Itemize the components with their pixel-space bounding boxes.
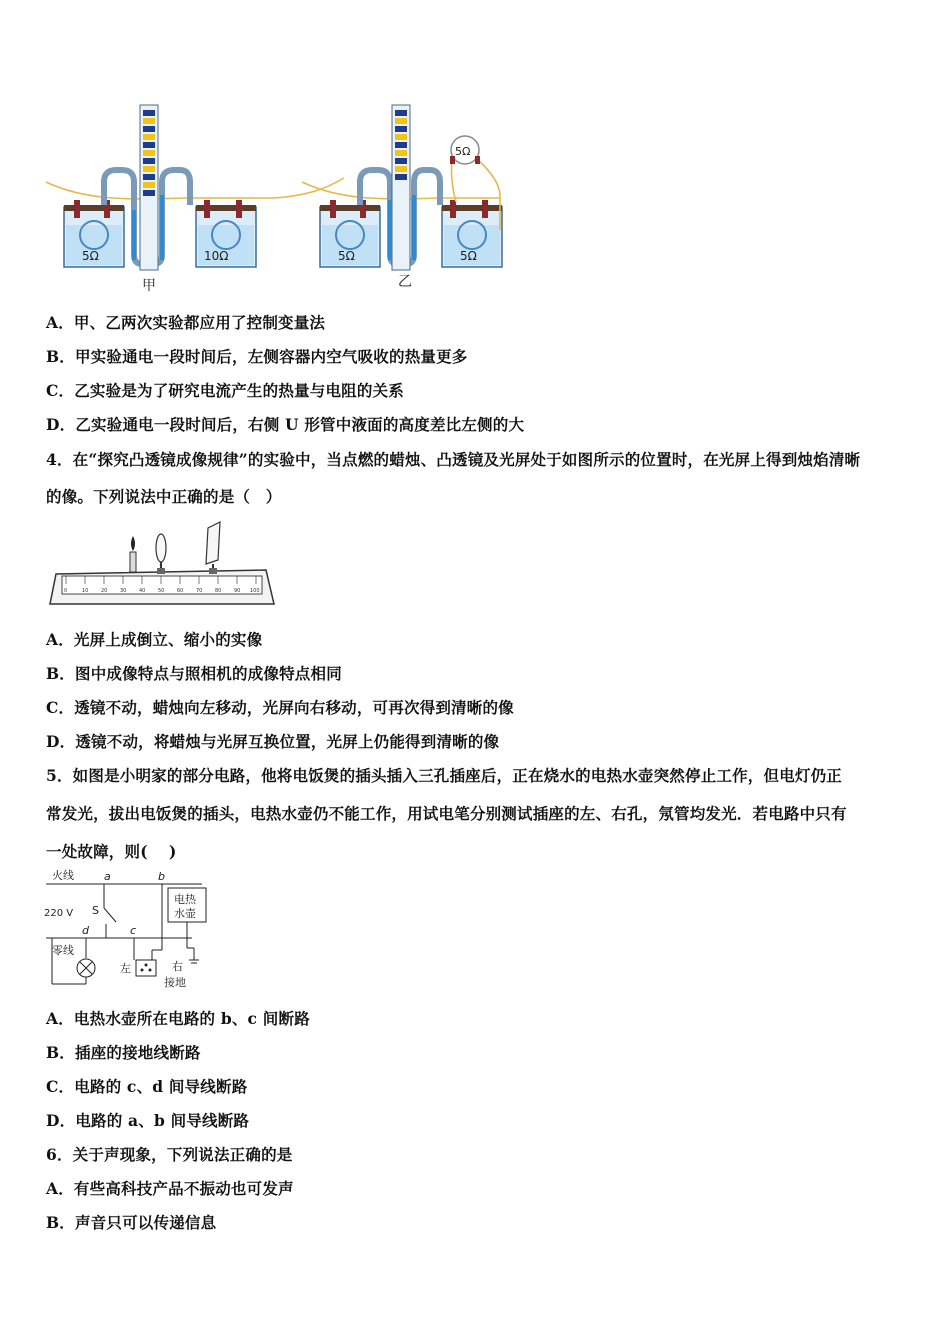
svg-text:50: 50 xyxy=(158,588,165,594)
caption-jia: 甲 xyxy=(142,278,156,294)
q5-option-a: A．电热水壶所在电路的 b、c 间断路 xyxy=(46,1009,310,1028)
kettle-label-1: 电热 xyxy=(174,893,196,906)
q5-option-b: B．插座的接地线断路 xyxy=(46,1043,201,1062)
q6-option-b: B．声音只可以传递信息 xyxy=(46,1213,217,1232)
ground-label: 接地 xyxy=(164,976,186,989)
experiment-jia xyxy=(46,105,344,294)
socket-right-label: 右 xyxy=(172,960,183,973)
q3-option-d: D．乙实验通电一段时间后，右侧 U 形管中液面的高度差比左侧的大 xyxy=(46,415,525,434)
svg-text:30: 30 xyxy=(120,588,127,594)
yi-right-resistor-label: 5Ω xyxy=(460,249,477,263)
q6-option-a: A．有些高科技产品不振动也可发声 xyxy=(46,1179,294,1198)
q4-option-a: A．光屏上成倒立、缩小的实像 xyxy=(46,630,263,649)
q5-option-d: D．电路的 a、b 间导线断路 xyxy=(46,1111,250,1130)
svg-text:90: 90 xyxy=(234,588,241,594)
experiment-yi xyxy=(302,105,502,290)
svg-text:60: 60 xyxy=(177,588,184,594)
light-screen xyxy=(206,522,220,574)
q4-stem-line1: 4．在“探究凸透镜成像规律”的实验中，当点燃的蜡烛、凸透镜及光屏处于如图所示的位置时，在光屏上得到烛焰清晰 xyxy=(46,450,861,469)
svg-text:10: 10 xyxy=(82,588,89,594)
q3-option-a: A．甲、乙两次实验都应用了控制变量法 xyxy=(46,313,326,332)
q5-stem-line1: 5．如图是小明家的部分电路，他将电饭煲的插头插入三孔插座后，正在烧水的电热水壶突然停止工作，但电灯仍正 xyxy=(46,766,842,785)
switch-label: S xyxy=(92,904,99,917)
q3-option-b: B．甲实验通电一段时间后，左侧容器内空气吸收的热量更多 xyxy=(46,347,468,366)
yi-left-resistor-label: 5Ω xyxy=(338,249,355,263)
node-c-label: c xyxy=(130,924,137,937)
neutral-wire-label: 零线 xyxy=(52,944,74,957)
q3-option-c: C．乙实验是为了研究电流产生的热量与电阻的关系 xyxy=(46,381,404,400)
live-wire-label: 火线 xyxy=(52,869,74,882)
svg-text:80: 80 xyxy=(215,588,222,594)
caption-yi: 乙 xyxy=(398,274,412,290)
q4-stem-line2: 的像。下列说法中正确的是（ ） xyxy=(46,487,282,506)
q5-stem-line2: 常发光，拔出电饭煲的插头，电热水壶仍不能工作，用试电笔分别测试插座的左、右孔，氖管均发光．若电路中只有 xyxy=(46,804,847,823)
q5-option-c: C．电路的 c、d 间导线断路 xyxy=(46,1077,248,1096)
q6-stem: 6．关于声现象，下列说法正确的是 xyxy=(46,1145,293,1164)
household-circuit-figure xyxy=(44,868,214,992)
svg-text:0: 0 xyxy=(64,588,68,594)
optical-bench-figure xyxy=(46,518,278,610)
node-b-label: b xyxy=(158,870,165,883)
joule-heat-figure xyxy=(44,100,514,296)
voltage-label: 220 V xyxy=(44,908,74,919)
right-resistor-label: 10Ω xyxy=(204,249,229,263)
q5-stem-line3: 一处故障，则( ) xyxy=(46,842,177,861)
kettle-label-2: 水壶 xyxy=(174,907,196,920)
outside-resistor-label: 5Ω xyxy=(455,145,471,158)
candle xyxy=(130,536,136,572)
q4-option-d: D．透镜不动，将蜡烛与光屏互换位置，光屏上仍能得到清晰的像 xyxy=(46,732,500,751)
svg-text:100: 100 xyxy=(250,588,260,594)
node-d-label: d xyxy=(82,924,89,937)
svg-text:70: 70 xyxy=(196,588,203,594)
convex-lens xyxy=(156,534,166,574)
svg-text:20: 20 xyxy=(101,588,108,594)
svg-text:40: 40 xyxy=(139,588,146,594)
node-a-label: a xyxy=(104,870,111,883)
q4-option-b: B．图中成像特点与照相机的成像特点相同 xyxy=(46,664,342,683)
socket-left-label: 左 xyxy=(120,962,131,975)
left-resistor-label: 5Ω xyxy=(82,249,99,263)
q4-option-c: C．透镜不动，蜡烛向左移动，光屏向右移动，可再次得到清晰的像 xyxy=(46,698,514,717)
